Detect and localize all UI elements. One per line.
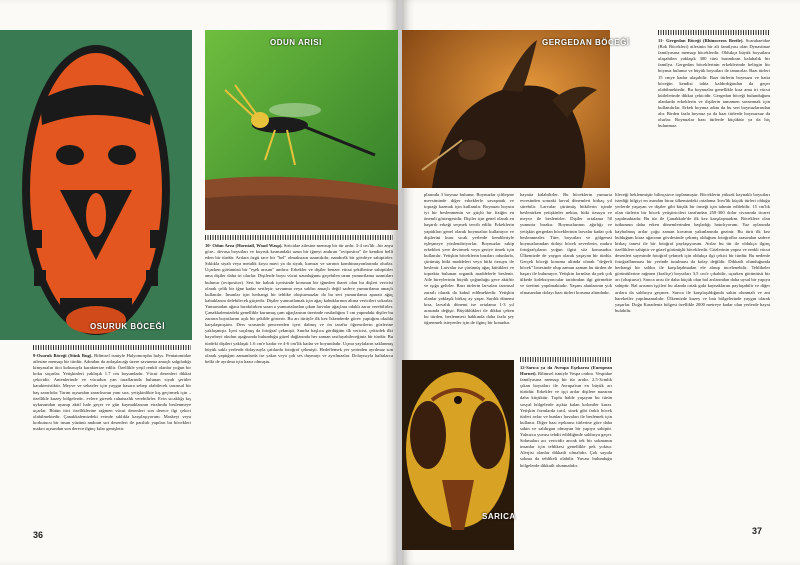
wood-wasp-article (205, 235, 393, 535)
stink-bug-text (33, 353, 191, 432)
column-1-text: plarında 3 boynuz bulunur. Boynuzlar çiftleşme mevsiminde diğer erkeklerle savaşmak ve toprağı kazmak için kullanılır. Boynuzu boyutu iyi bir beslenmenin ve güçlü bir fiziğin en önemli göstergesidir. Dişiler için genel olarak en başarılı erkeği seçmek tercih edilir. Erkeklerin yaptıkları genel olarak boynuzları kullanıyor ve dişilerini kuru sıcak yerlerde kendileriyle eşleşmeye yönlendiriyorlar. Boynuzlar rakip erkekleri yere devirmek veya geriye itmek için kullanılır. Yetişkin böceklerin bazıları odunlarla, çürümüş bitki maddeleri veya bitki özsuyu ile beslenir. Larvalar ise çürümüş ağaç kütükleri ve toprakta bulunan organik maddelerle beslenir. Aile bireylerinin büyük çoğunluğu gece aktiftir ve ışığa gelirler. Bazı türlerin larvaları tarımsal zararlı olarak da kabul edilmektedir. Yetişkin olanlar yaklaşık birkaç ay yaşar. Sarılık dönemi kısa, larvalık dönemi ise ortalama 1-3 yıl arasında değişir. Büyüklükleri ile dikkat çeken bu türden, beslenmesi hakkında daha fazla şey öğrenmek isteyenler için de ilginç bir konudur. (424, 192, 514, 325)
stink-bug-body: Bilimsel ismiyle Halyomorpha halys. Pentatomidae ailesine mensup bir türdür. Adından da anlaşılacağı üzere savunma amaçlı salgıladığı kimyasalın itici kokusuyla karakterize edilir. Özellikle yeşil renkli olanlar yoğun bir koku saçarlar. Yetişkinleri yaklaşık 1.7 cm boyundadır. Vücut desenleri dikkat çekicidir. Antenlerinde ve vücudun yan taraflarında bulunan siyah şeritler karakteristiktir. Meyve ve sebzeler için yaygın hasara sebep olabilecek tarımsal bir baş zararlıdır. Tarım açısından zararlısının yanı sıra, yetişkinlikte kış geçirmek için –özellikle kuzey bölgelerde– evlere girerek rahatsızlık verebilirler. Evin sıcaklığı kış uykusundan uyanıp aktif hale geçer ve gün kaymaklarının etrafında beslenmeye uçarlar. Bütün itici özelliklerine rağmen vücut desenleri son derece ilgi çekici olabilmektedir. Çanakkalemizdeki evinde sıklıkla karşılaşıyorum. Maskeyi veya korkutucu bir insan yüzünü andıran sırt desenleri ile parıltılı yapıları bu böcekleri makro açısından son derece ilginç kılar genişletir. (33, 353, 191, 432)
article-column-2 (520, 192, 612, 360)
dotted-rule (205, 235, 393, 240)
hornet-heading: 12-Sarıca ya da Avrupa Eşekarısı (European Hornet). (520, 365, 612, 377)
wood-wasp-photo (205, 30, 398, 230)
page-number-right: 37 (752, 526, 763, 536)
rhinoceros-beetle-photo (402, 30, 610, 188)
hornet-body: Bilimsel ismiyle Vespa crabro. Vespidae familyasına mensup bir tür arıdır. 2.5-3cmlik çıkan boyutları ile Avrupa'nın en büyük arı türüdür. Erkekler ve işçi arılar dişilere nazaran daha küçüktür. Toplu halde yaşayan bu türün sosyal bölgelerde açıkta kalan koloniler kurar. Yetişkin formlarda tırtıl, sinek gibi farklı böcek türleri avlar ve bunları larvaları ile beslemek için kullanır. Diğer bazı eşekarısı türlerine göre daha sakin ve saldırgan olmayan bir yapıya sahiptir. Yalnızca yuvası tehdit edildiğinde saldırıya geçer. Sokmaları acı vericidir ancak tek bir sokmanın insanlar için tehlikesi genellikle pek yoktur. Alerjisi olanlar dikkatli olmalıdır. Çok sayıda sokma da tehlikeli olabilir. Yuvası bulunduğu bölgelerde dikkatli olunmalıdır. (520, 371, 612, 468)
stink-bug-photo (0, 30, 192, 340)
rhinoceros-beetle-article (658, 30, 770, 188)
left-page (0, 0, 398, 565)
wood-wasp-caption: ODUN ARISI (270, 38, 322, 47)
column-2-text: hayatta kalabilirler. Bu böceklerin yumurta evresinden sonraki larval dönemleri birkaç yıl sürebilir. Larvalar çürümüş bitkilerin içinde beslenirken yetişkinler nektar, bitki özsuyu ve meyve ile beslenirler. Dişiler ortalama 50 yumurta bırakır. Boynuzlarının ağırlığı ve yetişkin gergedan böceklerinin larvalar kadar çok beslenmezler. Türe, boyutları ve gölgemsi boynuzlarından dolayı böcek severlerin, makro fotoğrafçıların yoğun ilgisi söz konusudur. Ülkemizde de yaygın olarak yaşayan bir türdür. Gerçek böceği koruma altında olarak "değerli böcek" listesinde olup zaman zaman bu türden de başarı ile bulunuyor. Yetişkin formları da pek çok ülkede koleksiyoncular tarafından ilgi görmekte ve üretimi yapılmaktadır. Yaşam alanlarının yok olmasından dolayı bazı türleri koruma altındadır. (520, 192, 612, 295)
rhinoceros-beetle-heading: 11- Gergedan Böceği (Rhinoceros Beetle). (658, 38, 744, 43)
hornet-text (520, 365, 612, 469)
stink-bug-caption: OSURUK BÖCEĞİ (90, 322, 165, 331)
right-page (402, 0, 800, 565)
stink-bug-heading: 9-Osuruk Böceği (Stink Bug). (33, 353, 93, 358)
stink-bug-article (33, 345, 191, 531)
page-number-left: 36 (33, 530, 44, 540)
rhinoceros-beetle-body: Scarabaeidae (Bok Böcekleri) ailesinin bir alt familyası olan Dynastinae familyasına mensup böceklerdir. Oldukça büyük boyutlara ulaşabilen yaklaşık 300 türü barındıran kalabalık bir familya. Gergedan böceklerinin erkeklerinde belirgin bir boynuz bulunur ve büyük boyutları ile tanınırlar. Bazı türleri 15 cmye kadar ulaşabilir. Bazı türlerin boynuzu ve hatta böceğin kendisi tahta kaldırdığından da geçer olabilmektedir. Bu boynuzlar genellikle kısa ama iri vücut kütlelerinde dikkat çekicidir. Gergedan böceği bulunduğum alanlarda erkeklerin ve dişilerin tamamen savunmak için kullanılırlar. Erkek boynuz adını da bu sert boynuzlarından alır. Birden fazla boynuz ya da bazı türlerde boynuzsuz da olurlar. Boynuzlar bazı türlerde küçüktür ya da hiç bulunmaz. (658, 38, 770, 129)
dotted-rule (33, 345, 191, 350)
rhinoceros-beetle-text (658, 38, 770, 129)
wood-wasp-body: Siricidae ailesine mensup bir tür ardır. 3-4 cm'lik –bir anya göre– devasa boyutları ve kuyruk kısmındaki uzun bir iğneyi andıran "ovipositor" ile kendini belli eden bir türdür. Arılara özgü tace bir "bel" olmaksızın uzantılıdır, nandırılk bir gövdeye sahiptirler. Sıklıkla siyah veya metalik koyu mavi ya da siyah, kırmızı ve sarının kombinasyonlarında olurlar. Uçarken görüntüsü bir "eşek arısını" andırır. Erkekler ve dişiler benzer vücut şekillerine sahiptirler ama dişiler daha iri olurlar. Dişilerde boyu vücut uzunluğunu geçebilen uzun yumurtlama uzantıları bulunur (ovipositor). Sert bir kabuk içerisinde korunan bir iğneden ibaret olan bu dişleri vericisi olarak çelik bir iğne kadar sertleşir; savunma veya saldırı amaçlı değil sadece yumurtlama amaçlı kullanılır. İnsanlar için herhangi bir tehlike oluşturmazlar da bu sert yumurtlama aparatı ağaç kabuklarını delebilecek güçtedir. Dişiler yumurtlamak için ağaç kabuklarının altına vericileri sokarlar. Yumurtadan ağaca bırakılırken sızan a yumurtalardan çıkan larvalar ağaçlara odaklı zarar verebilirler. Çanakkalemizdeki genellikle kurumuş çam ağaçlarının üzerinde rastladığım 1 cm yapındaki dişiler bu zararın boyutlarını açık bir şekilde gösterir. Bu arı türüyle ilk kez İskenderde görev yaptığım okulda karşılaşmıştım. Ders sırasında pencereden içeri dalmış ve ön tarafta öğrencilerin gözlerine yaklaşmıştı. İçeri saçılmış da fotoğraf çekmişti. Sınıfta başlıca gördüğüm ilk vericisi, çekirdek ilki hayırbeyi okulun aşağısında bulunduğu güzel dağlarında her zaman rastlayabileceğiniz bir türdür. Bu türdeki dişileri yaklaşık 1.6 cm'e kadar ve 4-6 cm'lik kadar ve boyundadır. Uçma yaylaların saklanmış büyük saklı yerlerde dolayısıyla çatılarda fotoğraf çekmişti. Hedeflemek yer yerinden ayrılmaz son olarak yaptığım zamanlarda ise yakın veya çok ses duymayı ve ayrılmazlar. Dolayısıyla haftalarca belki de ayrılma için hazır olmuştu. (205, 243, 393, 364)
wood-wasp-text (205, 243, 393, 365)
wood-wasp-heading: 10- Odun Arısı (Horntail, Wood Wasp). (205, 243, 283, 248)
dotted-rule (658, 30, 770, 35)
rhinoceros-beetle-caption: GERGEDAN BÖCEĞİ (542, 38, 630, 47)
hornet-photo (402, 360, 514, 550)
article-column-right (615, 192, 770, 532)
hornet-caption: SARICA (482, 512, 516, 521)
article-column-1 (424, 192, 514, 360)
column-right-text: lileceği beklenmiştir bilinçsizce toplanmıştır. Böceklerin yüksek kaynaklı boyutları istediği bilgiyi en asından biraz ülkemizdeki ortalama 3cm'lik küçük türleri olduğu yerlerde yaşayan ve dişiler gibi küçük bir örneği için tahmin edilebilir. 15 cm'lik olan türlerin bir böcek yetiştiricileri tarafından 250-300 dolar civarında ticaret yapılmaktadır. Bu tür ile Çanakkale'de ilk kez karşılaşmadım. Böceklere olan tutkumun daha erken dönemlerinden başladığı hatırlıyorum. Yaz aylarında kaybolmuş arılar çoğu zaman kovanın yakınlarında gezinir. Bu türü ilk kez bulduğum kiraz ağacının gövdesinde çekmiş olduğum fotoğraflar arasından sadece birkaç tanesi ile bir fotoğraf paylaşıyorum. Arılar bu tür ile oldukça ilginç özelliklere sahiptir ve güzel görünüşlü böceklerdir. Gözlerinin yapısı ve renkli vücut desenleri sayesinde fotoğraf çekmek için oldukça ilgi çekici bir türdür. Bu nedenle fotoğraflanması bir yerinde tutulması da kolay değildir. Dikkatli olunduğunda herhangi bir saldırı ile karşılaşılmadan ele alınıp incelenebilir. Tehlikeler görüntülerine rağmen (kraliçe) boyutları 3,5 cm'e çıkabilir, uçarken görüntüsü bir arı (oluşturur). Sarıca arısı ile daha küçük olan bal arılarından daha uysal bir yapıya sahiptir. Bal arısının işçileri bu alanda ortak gıda kaynaklarını paylaşabilir ve diğer arılara da saldırıya geçmez. Sarıca ile karşılaşıldığında sakin olunmalı ve ani hareketler yapılmamalıdır. Ülkemizde kuzey ve batı bölgelerinde yaygın olarak yaşarlar. Doğu Karadeniz bölgesi özellikle 2000 metreye kadar olan yerlerde hayat bulabilir. (615, 192, 770, 313)
dotted-rule (520, 357, 612, 362)
hornet-article (520, 357, 612, 547)
